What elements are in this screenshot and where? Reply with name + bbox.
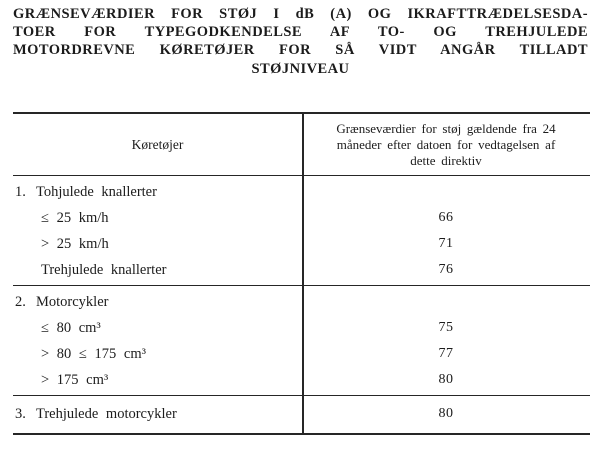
title-line-3: MOTORDREVNE KØRETØJER FOR SÅ VIDT ANGÅR TILLADT [13,42,588,59]
limit-value: 75 [438,320,454,335]
limit-value: 77 [438,346,454,361]
limit-value: 71 [438,236,454,251]
section-number: 2. [15,294,26,310]
title-line-2: TOER FOR TYPEGODKENDELSE AF TO- OG TREHJULEDE [13,24,588,41]
section-number: 1. [15,184,26,200]
limit-value: 66 [438,210,454,225]
vehicle-category-cell [13,341,302,367]
vehicle-category-label: Trehjulede knallerter [41,262,167,278]
section-heading-cell [13,289,302,315]
vehicle-category-label: ≤ 80 cm³ [41,320,101,336]
vehicle-category-cell [13,205,302,231]
section-heading-label: Motorcykler [36,294,109,310]
vehicle-category-label: ≤ 25 km/h [41,210,109,226]
limit-value: 80 [438,372,454,387]
column-header-vehicles: Køretøjer [131,136,184,152]
column-header-limits: Grænseværdier for støj gældende fra 24 måneder efter datoen for vedtagelsen af dette direktiv [336,120,556,168]
vehicle-category-label: > 175 cm³ [41,372,109,388]
noise-limits-table [13,112,590,435]
document-title [13,5,588,78]
vehicle-category-label: > 25 km/h [41,236,109,252]
vehicle-category-label: > 80 ≤ 175 cm³ [41,346,146,362]
limit-value [302,289,590,315]
section-heading-cell [13,179,302,205]
limit-value: 76 [438,262,454,277]
vehicle-category-cell [13,315,302,341]
section-heading-label: Tohjulede knallerter [36,184,157,200]
section-number: 3. [15,406,26,422]
vehicle-category-cell [13,231,302,257]
limit-value: 80 [438,406,454,421]
title-line-4: STØJNIVEAU [251,60,350,77]
section-heading-cell [13,401,302,427]
limit-value [302,179,590,205]
vehicle-category-cell [13,367,302,393]
column-divider-line [302,114,304,433]
title-line-1: GRÆNSEVÆRDIER FOR STØJ I dB (A) OG IKRAFTTRÆDELSESDA- [13,6,588,22]
section-heading-label: Trehjulede motorcykler [36,406,177,422]
vehicle-category-cell [13,257,302,283]
